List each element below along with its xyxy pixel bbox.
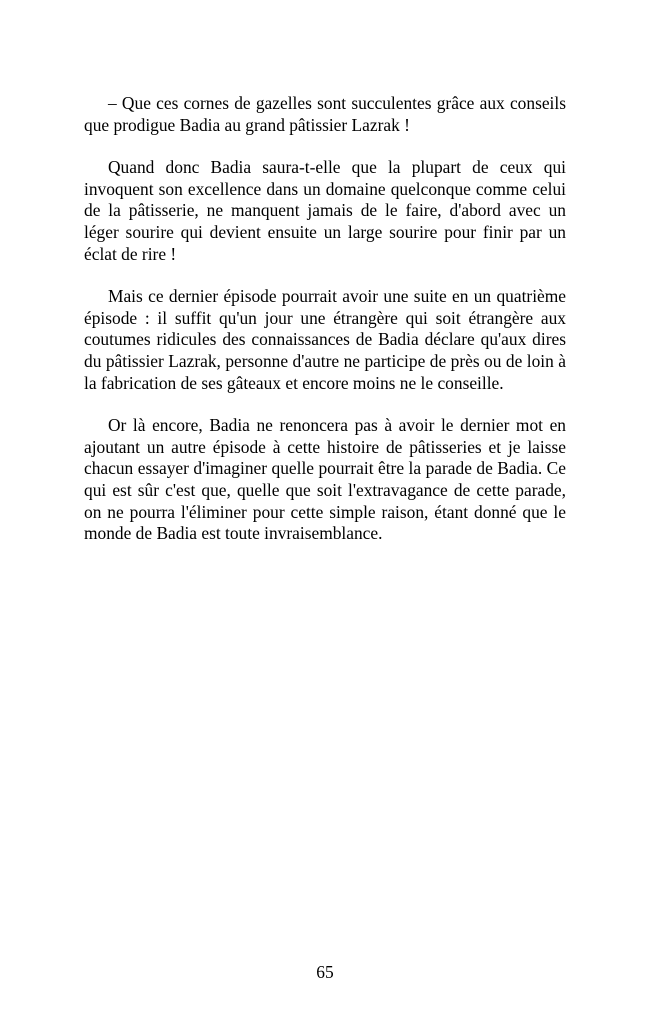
paragraph-4: Or là encore, Badia ne renoncera pas à avoir le dernier mot en ajoutant un autre épisode à cette histoire de pâtisseries et je laisse chacun essayer d'imaginer quelle pourrait être la parade de Badia. Ce qui est sûr c'est que, quelle que soit l'extravagance de cette parade, on ne pourra l'éliminer pour cette simple raison, étant donné que le monde de Badia est toute invraisemblance. bbox=[84, 415, 566, 544]
paragraph-3: Mais ce dernier épisode pourrait avoir une suite en un quatrième épisode : il suffit qu'un jour une étrangère qui soit étrangère aux coutumes ridicules des connaissances de Badia déclare qu'aux dires du pâtissier Lazrak, personne d'autre ne participe de près ou de loin à la fabrication de ses gâteaux et encore moins ne le conseille. bbox=[84, 286, 566, 393]
page-number: 65 bbox=[316, 962, 334, 982]
paragraph-1: – Que ces cornes de gazelles sont succulentes grâce aux conseils que prodigue Badia au grand pâtissier Lazrak ! bbox=[84, 93, 566, 135]
page-body bbox=[84, 93, 566, 566]
paragraph-2: Quand donc Badia saura-t-elle que la plupart de ceux qui invoquent son excellence dans un domaine quelconque comme celui de la pâtisserie, ne manquent jamais de le faire, d'abord avec un léger sourire qui devient ensuite un large sourire pour finir par un éclat de rire ! bbox=[84, 157, 566, 264]
